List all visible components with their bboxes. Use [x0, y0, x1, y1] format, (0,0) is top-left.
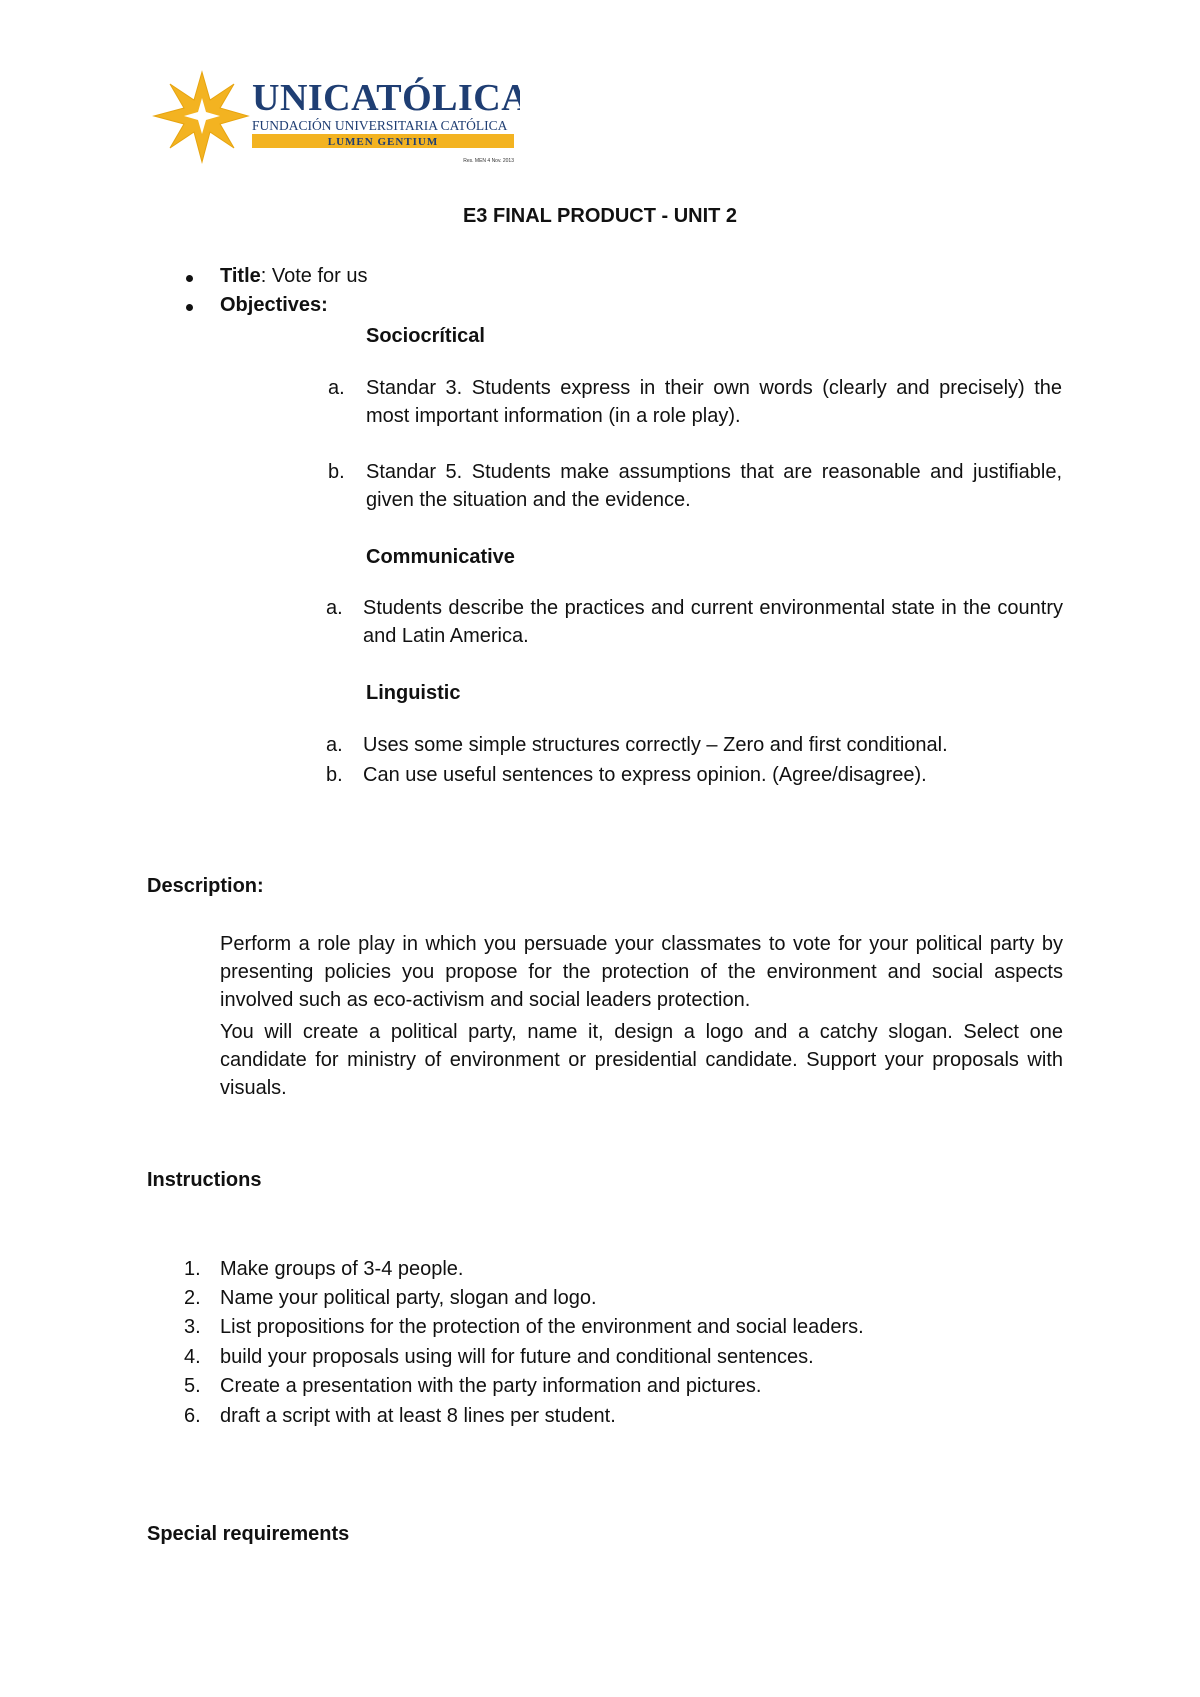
svg-text:LUMEN GENTIUM: LUMEN GENTIUM	[327, 136, 439, 148]
list-marker: 2.	[184, 1287, 201, 1309]
list-marker: 1.	[184, 1258, 201, 1280]
title-label: Title	[220, 265, 261, 287]
bullet-icon	[186, 275, 193, 282]
instruction-item: Make groups of 3-4 people.	[220, 1258, 464, 1280]
objectives-label: Objectives:	[220, 294, 328, 316]
list-marker: 6.	[184, 1405, 201, 1427]
list-marker: b.	[328, 461, 345, 483]
instruction-item: draft a script with at least 8 lines per student.	[220, 1405, 616, 1427]
unicatolica-logo-icon	[148, 70, 520, 166]
description-heading: Description:	[147, 875, 264, 897]
list-item: Standar 3. Students express in their own words (clearly and precisely) the most important information (in a role play).	[366, 377, 1062, 427]
title-field	[220, 262, 368, 290]
description-paragraph: You will create a political party, name it, design a logo and a catchy slogan. Select one candidate for ministry of environment or presidential candidate. Support your proposals with visuals.	[220, 1021, 1063, 1099]
list-item: Standar 5. Students make assumptions that are reasonable and justifiable, given the situation and the evidence.	[366, 461, 1062, 511]
list-marker: b.	[326, 764, 343, 786]
list-item: Can use useful sentences to express opinion. (Agree/disagree).	[363, 764, 927, 786]
svg-text:FUNDACIÓN UNIVERSITARIA CATÓLI: FUNDACIÓN UNIVERSITARIA CATÓLICA	[252, 118, 508, 133]
university-logo	[148, 70, 520, 166]
sociocritical-heading: Sociocrítical	[366, 325, 485, 347]
svg-text:UNICATÓLICA: UNICATÓLICA	[252, 77, 520, 119]
linguistic-heading: Linguistic	[366, 682, 461, 704]
instruction-item: List propositions for the protection of the environment and social leaders.	[220, 1316, 864, 1338]
list-item: Uses some simple structures correctly – Zero and first conditional.	[363, 734, 948, 756]
list-item: Students describe the practices and current environmental state in the country and Latin America.	[363, 597, 1063, 647]
list-marker: 4.	[184, 1346, 201, 1368]
document-title: E3 FINAL PRODUCT - UNIT 2	[462, 205, 738, 227]
special-requirements-heading: Special requirements	[147, 1523, 350, 1545]
instruction-item: build your proposals using will for future and conditional sentences.	[220, 1346, 814, 1368]
list-marker: a.	[328, 377, 345, 399]
description-paragraph: Perform a role play in which you persuade your classmates to vote for your political party by presenting policies you propose for the protection of the environment and social aspects involved such as eco-activism and social leaders protection.	[220, 933, 1063, 1011]
communicative-heading: Communicative	[366, 546, 515, 568]
list-marker: 5.	[184, 1375, 201, 1397]
instructions-heading: Instructions	[147, 1169, 262, 1191]
list-marker: 3.	[184, 1316, 201, 1338]
list-marker: a.	[326, 734, 343, 756]
instruction-item: Create a presentation with the party information and pictures.	[220, 1375, 762, 1397]
svg-text:Res. MEN 4 Nov. 2013: Res. MEN 4 Nov. 2013	[463, 158, 514, 164]
title-value: : Vote for us	[260, 265, 368, 287]
instruction-item: Name your political party, slogan and logo.	[220, 1287, 597, 1309]
list-marker: a.	[326, 597, 343, 619]
bullet-icon	[186, 304, 193, 311]
